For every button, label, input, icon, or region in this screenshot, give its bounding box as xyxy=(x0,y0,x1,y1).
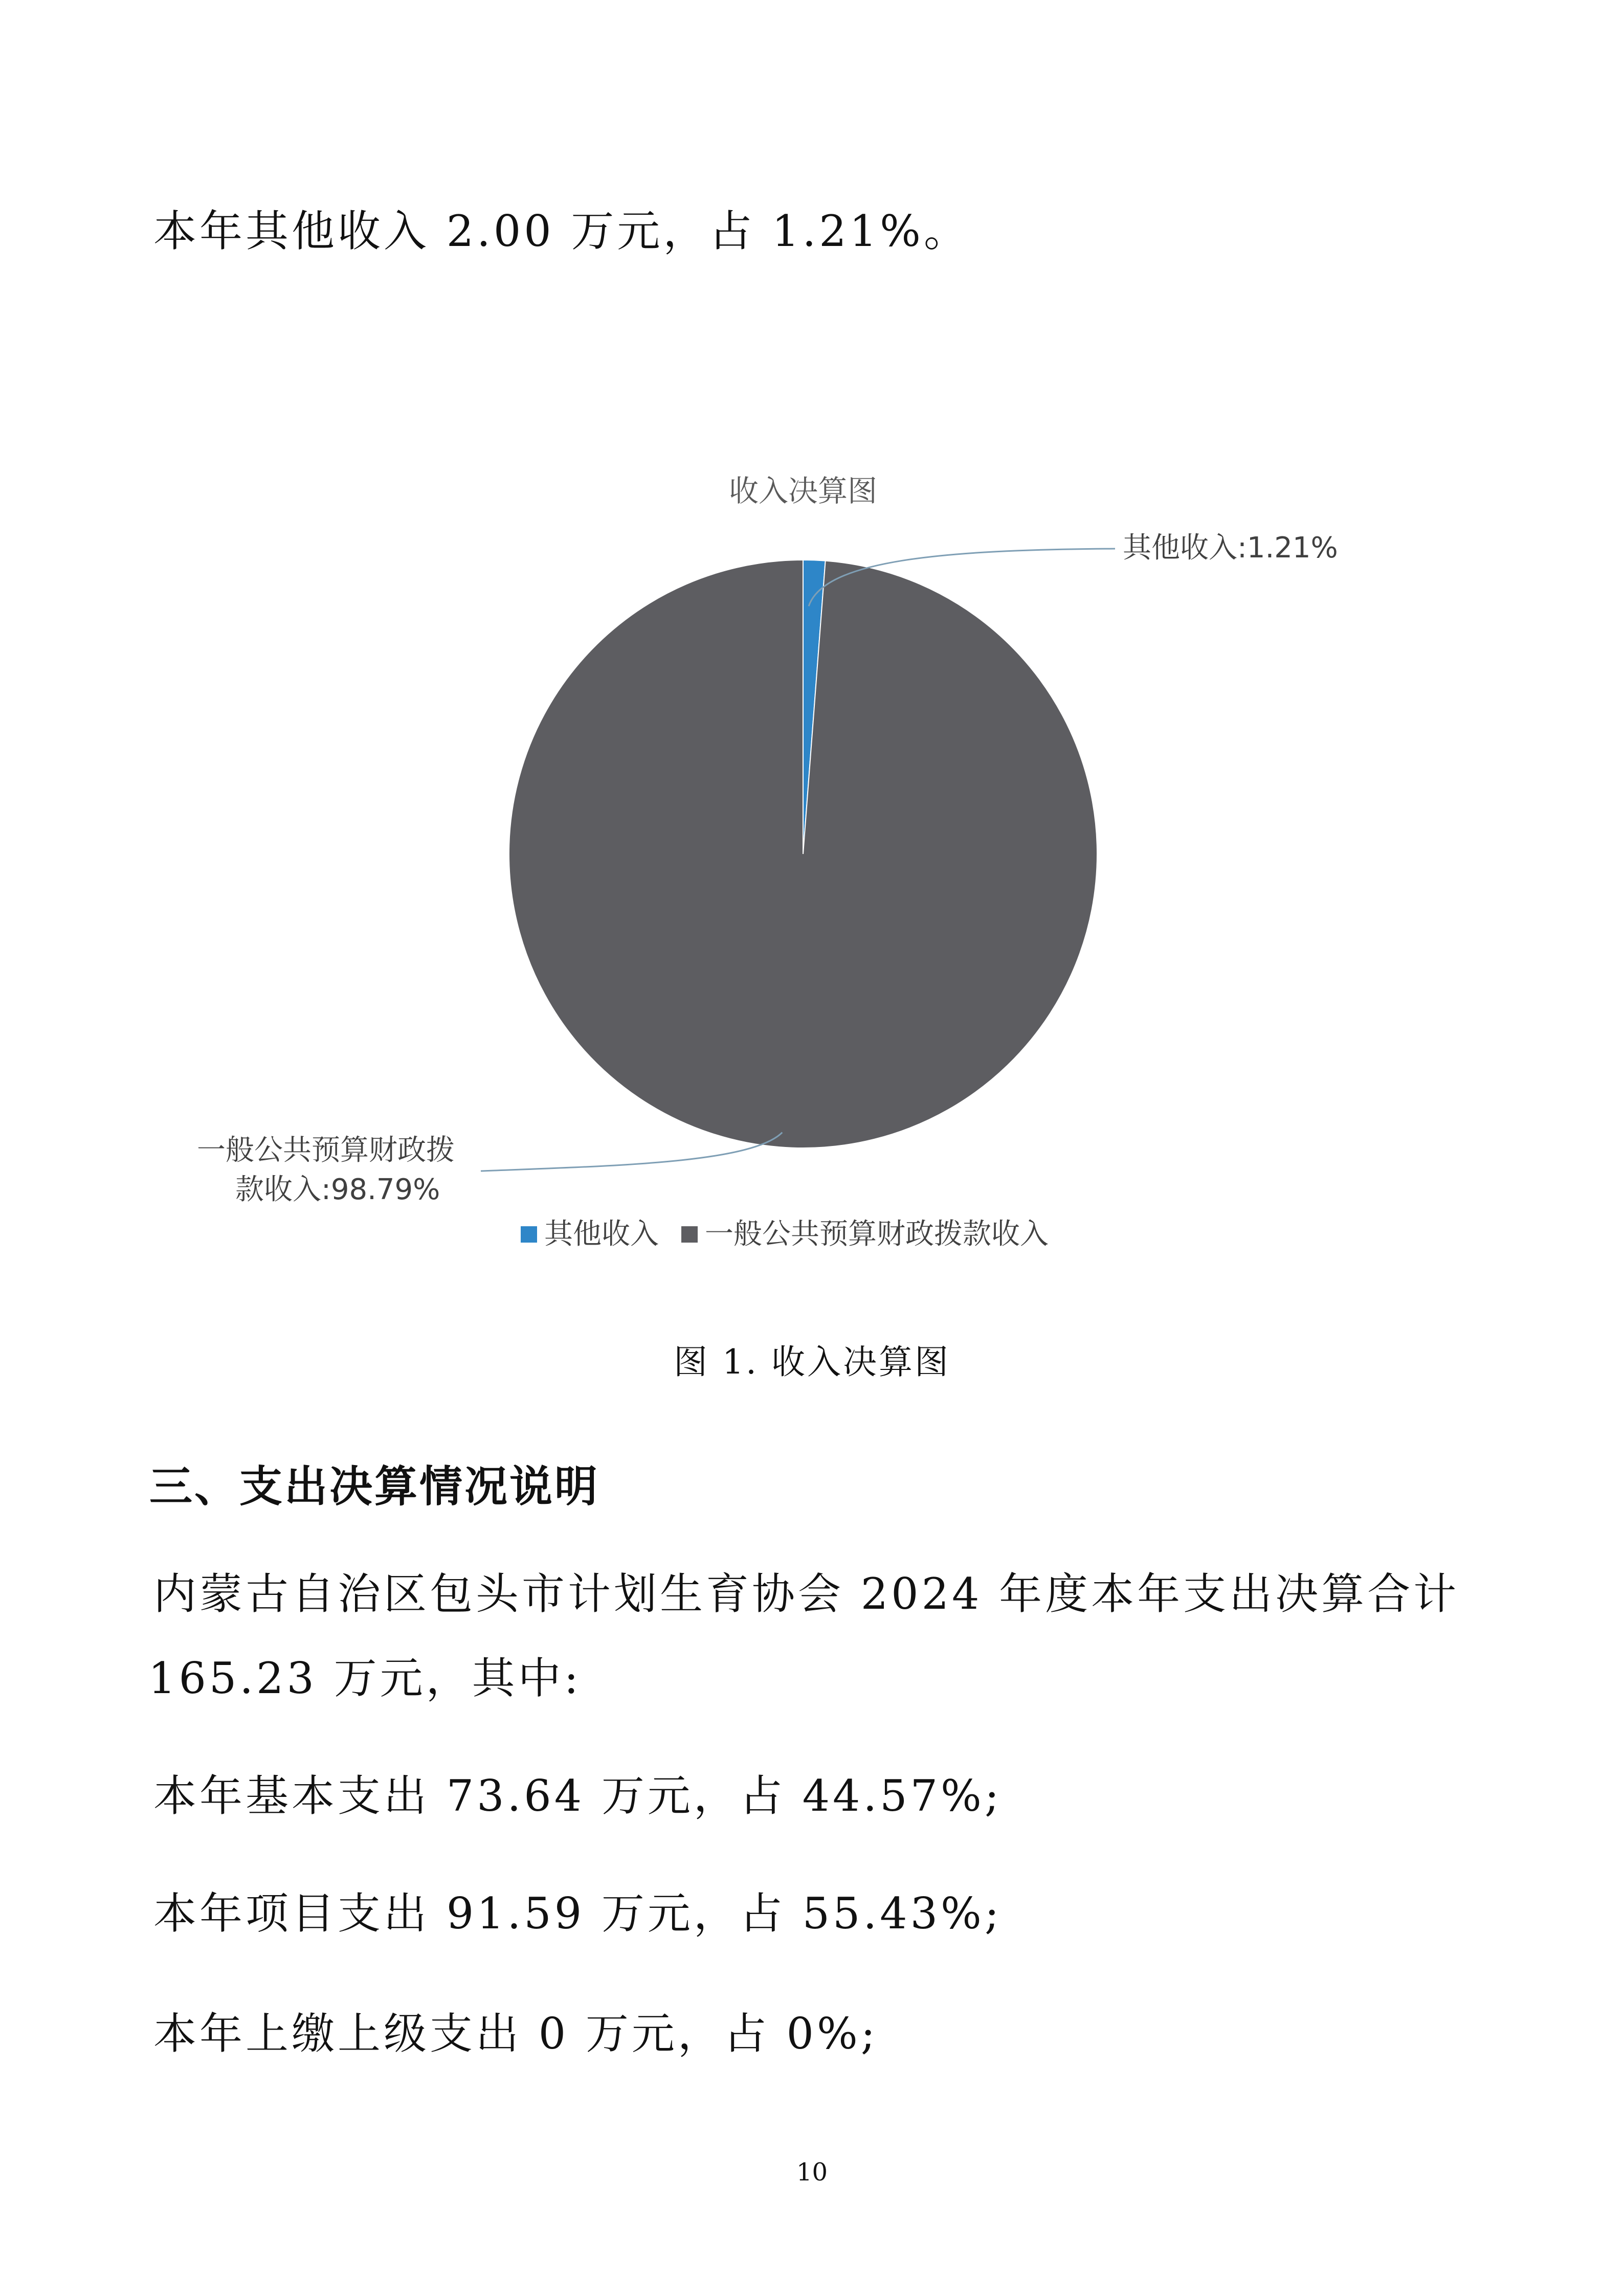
figure-caption: 图 1. 收入决算图 xyxy=(674,1342,950,1382)
slice-label-other-income: 其他收入:1.21% xyxy=(1123,531,1338,565)
paragraph-intro-line1: 内蒙古自治区包头市计划生育协会 2024 年度本年支出决算合计 xyxy=(153,1569,1460,1619)
paragraph-intro-line2: 165.23 万元，其中: xyxy=(148,1653,582,1703)
legend-swatch-other-income xyxy=(521,1226,537,1243)
legend-label-other-income: 其他收入 xyxy=(544,1218,659,1251)
paragraph-upper-expense: 本年上缴上级支出 0 万元，占 0%; xyxy=(153,2009,879,2059)
section-heading: 三、支出决算情况说明 xyxy=(149,1461,600,1512)
legend-label-general-budget: 一般公共预算财政拨款收入 xyxy=(705,1218,1049,1251)
chart-title: 收入决算图 xyxy=(728,474,878,508)
paragraph-basic-expense: 本年基本支出 73.64 万元，占 44.57%; xyxy=(153,1771,1003,1821)
slice-label-general-budget-line1: 一般公共预算财政拨 xyxy=(197,1134,455,1167)
page-number: 10 xyxy=(796,2158,828,2187)
pie-slice-1 xyxy=(509,560,1097,1148)
pie-group xyxy=(509,560,1097,1148)
paragraph-other-income: 本年其他收入 2.00 万元，占 1.21%。 xyxy=(153,206,970,256)
slice-label-general-budget-line2: 款收入:98.79% xyxy=(235,1173,440,1206)
legend-swatch-general-budget xyxy=(681,1226,698,1243)
legend xyxy=(521,1218,1049,1251)
paragraph-project-expense: 本年项目支出 91.59 万元，占 55.43%; xyxy=(153,1888,1003,1939)
